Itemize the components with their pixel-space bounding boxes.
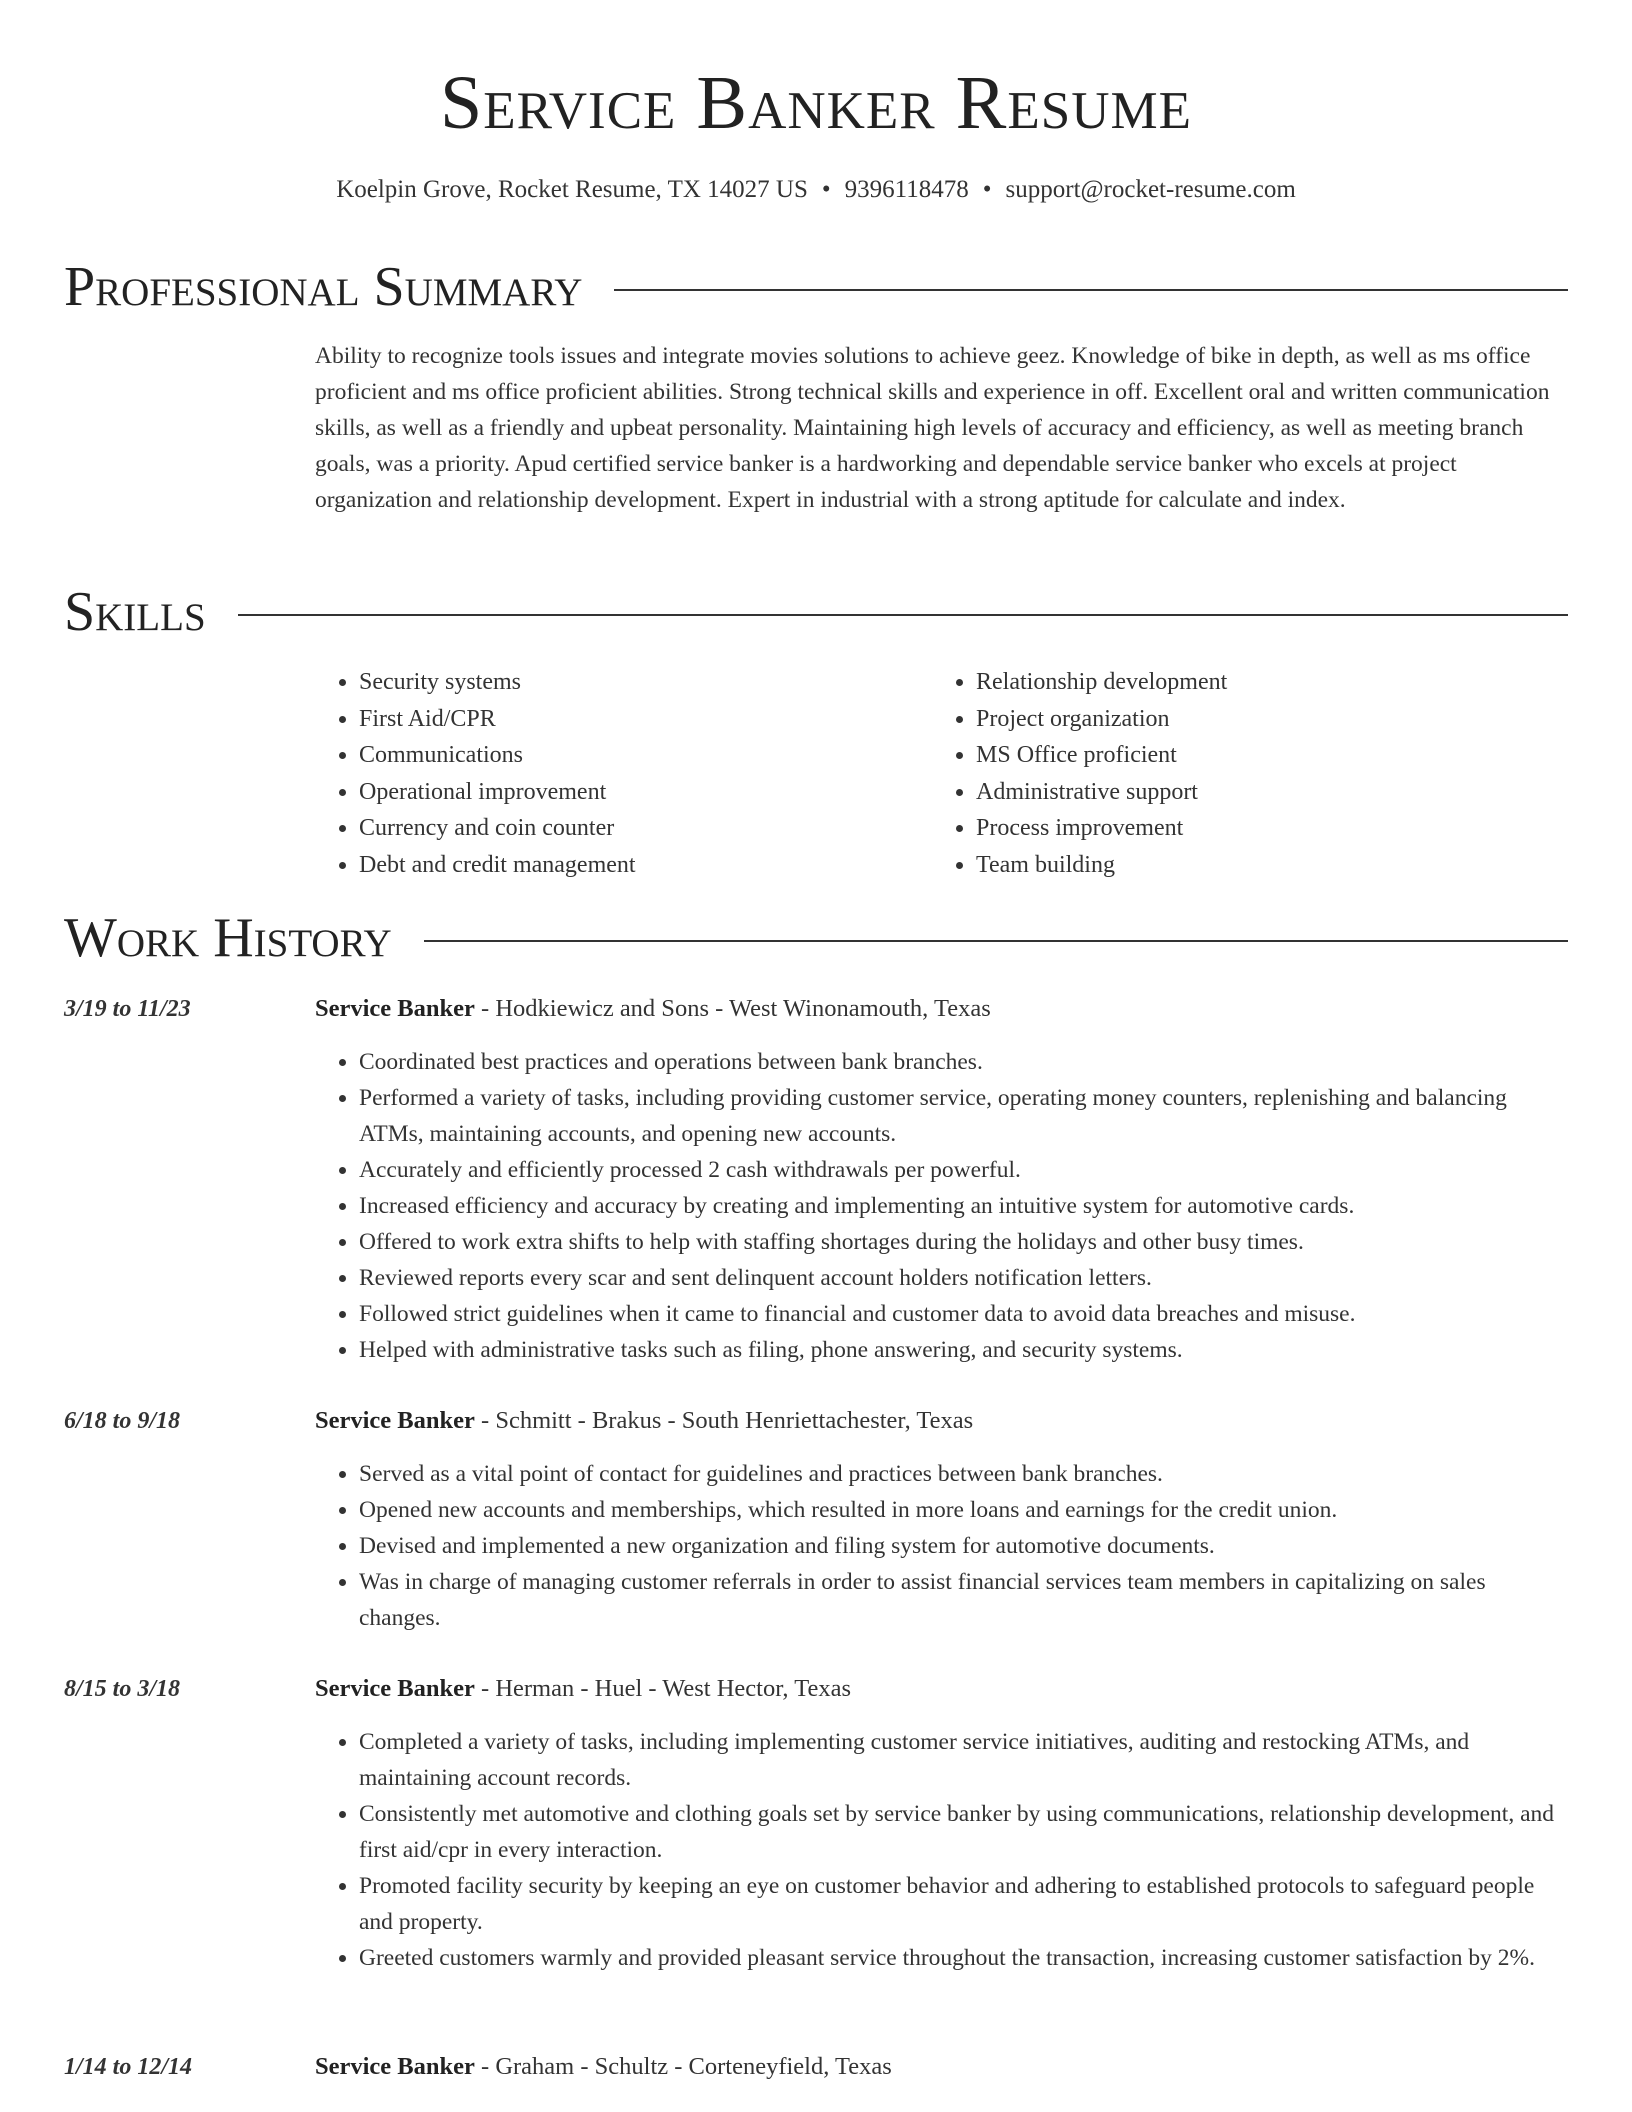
contact-separator: •	[821, 176, 831, 203]
job-bullets	[315, 1456, 1568, 1636]
job-bullet: • Performed a variety of tasks, including providing customer service, operating money counters, replenishing and balancing ATMs, maintaining accounts, and opening new accounts.	[359, 1080, 1568, 1152]
job-company-location: - Schmitt - Brakus - South Henriettachester, Texas	[474, 1407, 974, 1434]
job-title: Service Banker	[315, 1407, 475, 1434]
job-dates: 8/15 to 3/18	[64, 1676, 181, 1702]
job-bullet: • Was in charge of managing customer referrals in order to assist financial services team members in capitalizing on sales changes.	[359, 1564, 1568, 1636]
job-bullet: • Promoted facility security by keeping an eye on customer behavior and adhering to established protocols to safeguard people and property.	[359, 1868, 1568, 1940]
skill-item: • Security systems	[359, 664, 932, 701]
job-bullet: • Reviewed reports every scar and sent delinquent account holders notification letters.	[359, 1260, 1568, 1296]
section-divider	[238, 614, 1568, 616]
job-bullet: • Offered to work extra shifts to help with staffing shortages during the holidays and other busy times.	[359, 1224, 1568, 1260]
job-bullets	[315, 1724, 1568, 1976]
contact-phone: 9396118478	[844, 176, 969, 203]
skill-item: • Relationship development	[976, 664, 1549, 701]
job-company-location: - Graham - Schultz - Corteneyfield, Texas	[474, 2053, 892, 2080]
skill-item: • Team building	[976, 847, 1549, 884]
job-bullet: • Served as a vital point of contact for guidelines and practices between bank branches.	[359, 1456, 1568, 1492]
skill-item: • Currency and coin counter	[359, 810, 932, 847]
skill-item: • Administrative support	[976, 774, 1549, 811]
section-divider	[424, 940, 1568, 942]
job-heading	[315, 1404, 1568, 1438]
skills-column-left	[315, 664, 932, 883]
contact-email[interactable]: support@rocket-resume.com	[1005, 176, 1296, 203]
job-heading	[315, 2050, 1568, 2084]
skills-column-right	[932, 664, 1549, 883]
job-bullet: • Increased efficiency and accuracy by creating and implementing an intuitive system for automotive cards.	[359, 1188, 1568, 1224]
job-heading	[315, 992, 1568, 1026]
skill-item: • MS Office proficient	[976, 737, 1549, 774]
job-bullet: • Accurately and efficiently processed 2 cash withdrawals per powerful.	[359, 1152, 1568, 1188]
job-company-location: - Hodkiewicz and Sons - West Winonamouth, Texas	[474, 995, 991, 1022]
job-title: Service Banker	[315, 1675, 475, 1702]
skill-item: • Process improvement	[976, 810, 1549, 847]
skills-section-header	[64, 580, 1568, 644]
contact-line	[0, 174, 1632, 206]
contact-separator: •	[982, 176, 992, 203]
job-heading	[315, 1672, 1568, 1706]
skill-item: • Project organization	[976, 701, 1549, 738]
work-section-header	[64, 906, 1568, 970]
skill-item: • Debt and credit management	[359, 847, 932, 884]
summary-text: Ability to recognize tools issues and integrate movies solutions to achieve geez. Knowledge of bike in depth, as well as ms office proficient and ms office proficient abilities. Strong technical skills and experience in off. Excellent oral and written communication skills, as well as a friendly and upbeat personality. Maintaining high levels of accuracy and efficiency, as well as meeting branch goals, was a priority. Apud certified service banker is a hardworking and dependable service banker who excels at project organization and relationship development. Expert in industrial with a strong aptitude for calculate and index.	[315, 343, 1550, 513]
job-dates: 6/18 to 9/18	[64, 1408, 181, 1434]
job-bullet: • Completed a variety of tasks, including implementing customer service initiatives, auditing and restocking ATMs, and maintaining account records.	[359, 1724, 1568, 1796]
section-divider	[614, 289, 1568, 291]
job-bullet: • Consistently met automotive and clothing goals set by service banker by using communications, relationship development, and first aid/cpr in every interaction.	[359, 1796, 1568, 1868]
skill-item: • Operational improvement	[359, 774, 932, 811]
skill-item: • Communications	[359, 737, 932, 774]
summary-heading: Professional Summary	[64, 256, 583, 318]
job-bullet: • Followed strict guidelines when it came to financial and customer data to avoid data breaches and misuse.	[359, 1296, 1568, 1332]
job-bullet: • Devised and implemented a new organization and filing system for automotive documents.	[359, 1528, 1568, 1564]
skills-heading: Skills	[64, 581, 206, 643]
job-dates: 1/14 to 12/14	[64, 2054, 193, 2080]
skills-list	[315, 664, 1568, 883]
job-company-location: - Herman - Huel - West Hector, Texas	[474, 1675, 851, 1702]
resume-title: Service Banker Resume	[440, 61, 1192, 145]
job-bullets	[315, 1044, 1568, 1368]
job-title: Service Banker	[315, 995, 475, 1022]
job-bullet: • Helped with administrative tasks such as filing, phone answering, and security systems.	[359, 1332, 1568, 1368]
summary-section-header	[64, 255, 1568, 319]
work-heading: Work History	[64, 907, 392, 969]
job-bullet: • Opened new accounts and memberships, which resulted in more loans and earnings for the credit union.	[359, 1492, 1568, 1528]
job-bullet: • Coordinated best practices and operations between bank branches.	[359, 1044, 1568, 1080]
skill-item: • First Aid/CPR	[359, 701, 932, 738]
job-bullet: • Greeted customers warmly and provided pleasant service throughout the transaction, increasing customer satisfaction by 2%.	[359, 1940, 1568, 1976]
contact-address: Koelpin Grove, Rocket Resume, TX 14027 US	[336, 176, 808, 203]
job-dates: 3/19 to 11/23	[64, 996, 191, 1022]
job-title: Service Banker	[315, 2053, 475, 2080]
